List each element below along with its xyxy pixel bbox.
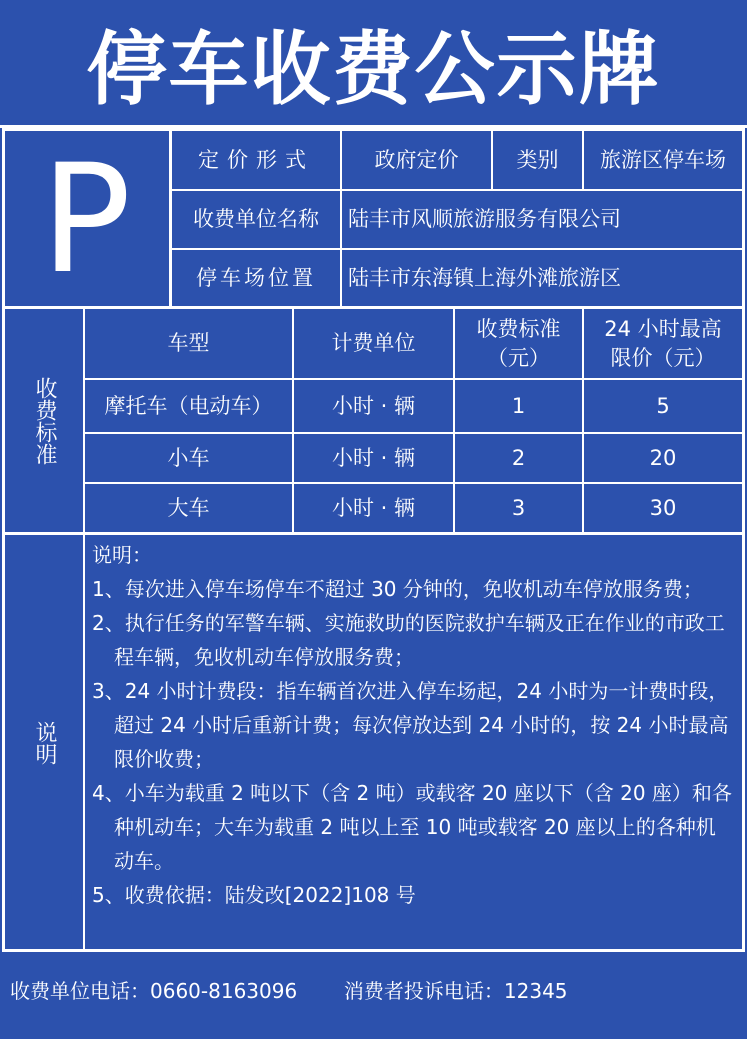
- row-billing-unit: 小时 · 辆: [331, 495, 416, 520]
- header-billing-unit: 计费单位: [331, 331, 416, 356]
- row-fee-standard: 2: [511, 445, 526, 470]
- complaint-phone-number: 12345: [503, 979, 568, 1003]
- fee-section-label: 收费标准: [32, 376, 58, 465]
- row-max-price: 5: [656, 393, 670, 418]
- header-vehicle-type: 车型: [167, 331, 210, 356]
- divider: [83, 535, 85, 950]
- row-vehicle-type: 小车: [167, 445, 210, 470]
- notes-section-label: 说明: [32, 720, 58, 765]
- notes-heading: 说明：: [92, 543, 152, 567]
- unit-name-value: 陆丰市风顺旅游服务有限公司: [348, 207, 621, 232]
- unit-phone-number: 0660-8163096: [150, 979, 298, 1003]
- row-billing-unit: 小时 · 辆: [331, 393, 416, 418]
- header-fee-standard-line1: 收费标准: [476, 317, 561, 342]
- note-item: 4、小车为载重 2 吨以下（含 2 吨）或载客 20 座以下（含 20 座）和各种机动车；大车为载重 2 吨以上至 10 吨或载客 20 座以上的各种机动车。: [92, 781, 732, 873]
- row-vehicle-type: 摩托车（电动车）: [104, 393, 273, 418]
- unit-phone-label: 收费单位电话：: [10, 979, 150, 1003]
- row-vehicle-type: 大车: [167, 495, 210, 520]
- sign-title: 停车收费公示牌: [0, 0, 747, 128]
- location-label: 停车场位置: [196, 265, 316, 290]
- row-billing-unit: 小时 · 辆: [331, 445, 416, 470]
- divider: [2, 532, 745, 535]
- row-max-price: 20: [649, 445, 677, 470]
- note-item: 1、每次进入停车场停车不超过 30 分钟的，免收机动车停放服务费；: [92, 577, 703, 601]
- location-value: 陆丰市东海镇上海外滩旅游区: [348, 265, 621, 290]
- notes-block: [86, 538, 738, 950]
- header-max-price-line2: 限价（元）: [610, 345, 716, 370]
- category-label: 类别: [516, 147, 559, 172]
- complaint-phone-label: 消费者投诉电话：: [343, 979, 504, 1003]
- row-fee-standard: 1: [511, 393, 526, 418]
- pricing-form-label: 定价形式: [198, 147, 314, 172]
- header-max-price: [584, 309, 742, 378]
- footer-contacts: [10, 975, 568, 1004]
- header-fee-standard-line2: （元）: [487, 345, 550, 370]
- parking-p-icon: P: [40, 132, 132, 307]
- row-fee-standard: 3: [511, 495, 526, 520]
- header-fee-standard: [455, 309, 582, 378]
- unit-name-label: 收费单位名称: [193, 207, 319, 232]
- divider: [742, 128, 745, 950]
- category-value: 旅游区停车场: [600, 147, 726, 172]
- row-max-price: 30: [649, 495, 677, 520]
- note-item: 2、执行任务的军警车辆、实施救助的医院救护车辆及正在作业的市政工程车辆，免收机动车停放服务费；: [92, 611, 725, 669]
- pricing-form-value: 政府定价: [374, 147, 459, 172]
- header-max-price-line1: 24 小时最高: [604, 317, 722, 342]
- note-item: 5、收费依据：陆发改[2022]108 号: [92, 883, 416, 907]
- note-item: 3、24 小时计费段：指车辆首次进入停车场起，24 小时为一计费时段，超过 24 小时后重新计费；每次停放达到 24 小时的，按 24 小时最高限价收费；: [92, 679, 729, 771]
